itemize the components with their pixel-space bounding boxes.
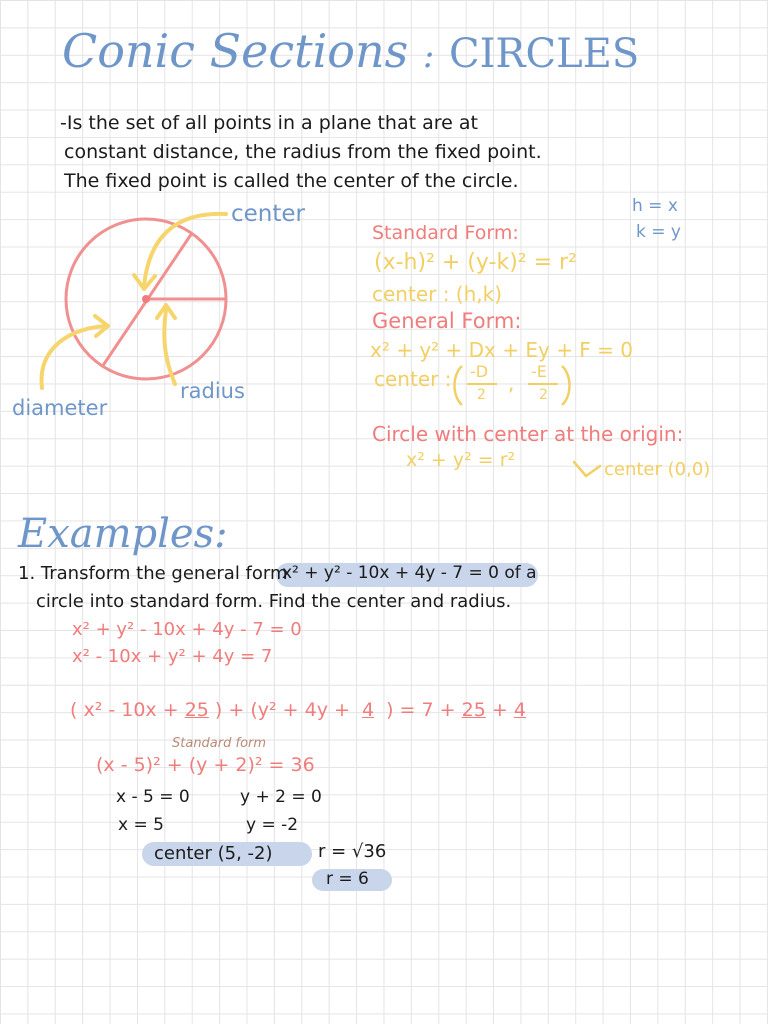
step-3-part-a: ( x² - 10x + [70, 699, 179, 721]
step-3-part-c: ) + (y² + 4y + [214, 699, 350, 721]
k-note: k = y [636, 222, 681, 242]
example-prompt-equation: x² + y² - 10x + 4y - 7 = 0 of a [282, 563, 537, 583]
step-3-part-e: ) = 7 + [386, 699, 456, 721]
center-label: center [231, 201, 305, 227]
origin-equation: x² + y² = r² [406, 449, 516, 471]
x-equation-1: x - 5 = 0 [116, 787, 190, 807]
center-y-denominator: 2 [539, 387, 548, 403]
step-3-plus: + [491, 699, 508, 721]
general-form-heading: General Form: [372, 309, 522, 333]
fraction-left-paren [455, 366, 463, 405]
title-main: Conic Sections [62, 24, 409, 78]
step-3-fill-y-2: 4 [513, 699, 526, 721]
center-result: center (5, -2) [154, 843, 273, 864]
center-x-denominator: 2 [477, 387, 486, 403]
definition-line-1: -Is the set of all points in a plane that are at [60, 112, 478, 134]
step-3-fill-x-2: 25 [461, 699, 486, 721]
center-x-numerator: -D [470, 362, 489, 381]
standard-form-heading: Standard Form: [372, 222, 519, 244]
step-3-fill-y: 4 [361, 699, 375, 721]
x-equation-2: x = 5 [118, 815, 164, 835]
h-note: h = x [632, 196, 678, 216]
diameter-label: diameter [12, 396, 108, 420]
step-1: x² + y² - 10x + 4y - 7 = 0 [72, 619, 302, 640]
step-3-fill-x: 25 [184, 699, 209, 721]
example-prompt-a: 1. Transform the general form [18, 563, 288, 584]
origin-center: center (0,0) [604, 459, 711, 480]
general-form-equation: x² + y² + Dx + Ey + F = 0 [370, 338, 634, 362]
step-2: x² - 10x + y² + 4y = 7 [72, 646, 273, 667]
origin-arrow [574, 462, 600, 476]
standard-form-equation: (x-h)² + (y-k)² = r² [374, 250, 577, 275]
center-point [142, 295, 150, 303]
standard-form-result: (x - 5)² + (y + 2)² = 36 [96, 754, 315, 776]
page-title [62, 24, 640, 78]
radius-equation: r = √36 [318, 841, 387, 862]
y-equation-1: y + 2 = 0 [240, 787, 322, 807]
step-3 [70, 701, 526, 720]
examples-heading: Examples: [18, 511, 228, 557]
radius-result: r = 6 [326, 869, 369, 889]
y-equation-2: y = -2 [246, 815, 299, 835]
fraction-right-paren [562, 366, 570, 405]
center-comma: , [508, 371, 515, 395]
center-y-numerator: -E [531, 362, 547, 381]
definition-line-3: The fixed point is called the center of the circle. [64, 170, 519, 192]
title-sub: CIRCLES [448, 31, 640, 77]
standard-form-center: center : (h,k) [372, 282, 503, 306]
example-prompt-b: circle into standard form. Find the center and radius. [36, 591, 512, 612]
definition-line-2: constant distance, the radius from the fixed point. [64, 141, 542, 163]
origin-heading: Circle with center at the origin: [372, 422, 684, 446]
standard-form-label: Standard form [172, 736, 267, 751]
radius-label: radius [180, 379, 245, 403]
title-separator: : [422, 36, 435, 76]
general-form-center: center : [374, 367, 452, 391]
